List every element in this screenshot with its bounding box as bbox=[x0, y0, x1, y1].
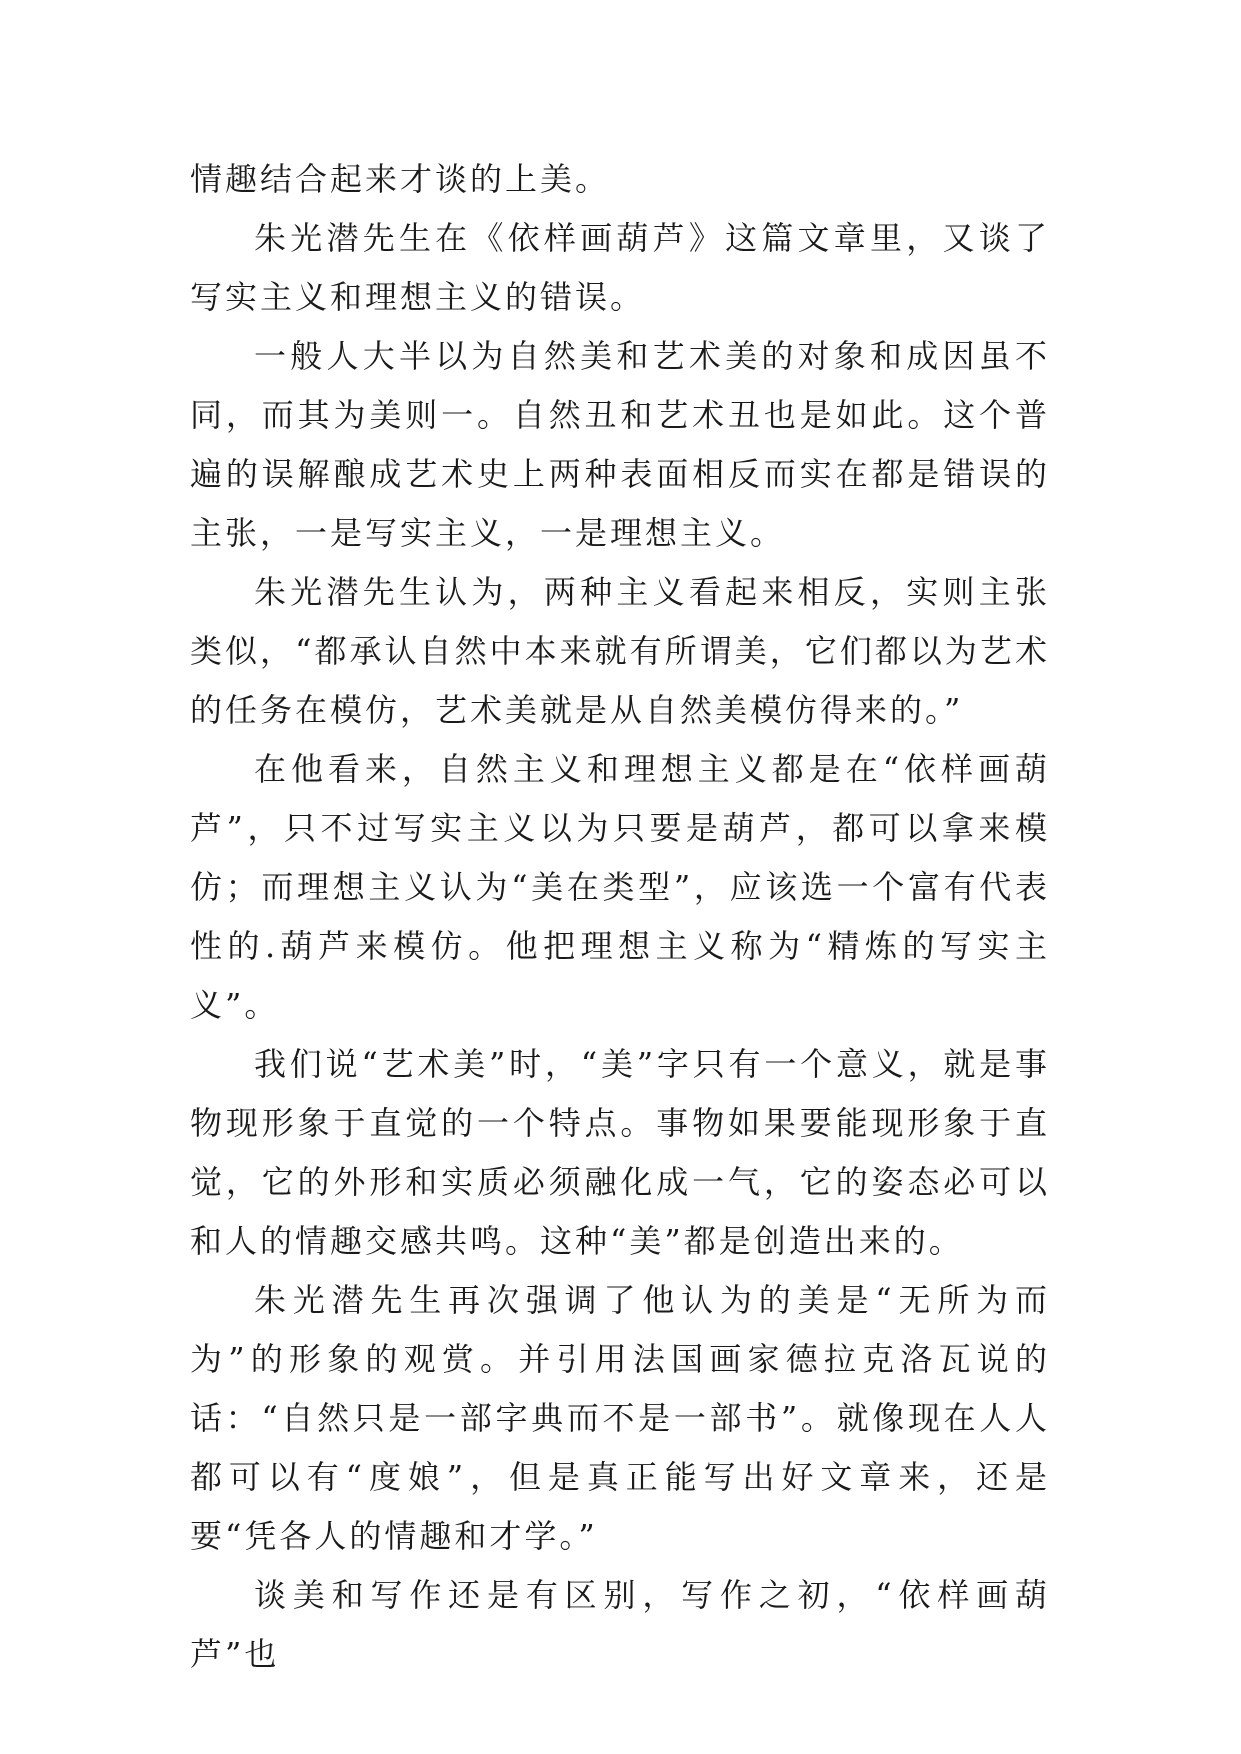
paragraph-continued: 情趣结合起来才谈的上美。 bbox=[190, 160, 611, 198]
paragraph: 朱光潜先生在《依样画葫芦》这篇文章里，又谈了写实主义和理想主义的错误。 bbox=[190, 219, 1050, 316]
paragraph: 朱光潜先生再次强调了他认为的美是“无所为而为”的形象的观赏。并引用法国画家德拉克洛瓦说的话：“自然只是一部字典而不是一部书”。就像现在人人都可以有“度娘”，但是真正能写出好文章来，还是要“凭各人的情趣和才学。” bbox=[190, 1281, 1050, 1555]
document-body bbox=[190, 150, 1050, 1684]
paragraph: 我们说“艺术美”时，“美”字只有一个意义，就是事物现形象于直觉的一个特点。事物如果要能现形象于直觉，它的外形和实质必须融化成一气，它的姿态必可以和人的情趣交感共鸣。这种“美”都是创造出来的。 bbox=[190, 1045, 1050, 1260]
paragraph: 在他看来，自然主义和理想主义都是在“依样画葫芦”，只不过写实主义以为只要是葫芦，都可以拿来模仿；而理想主义认为“美在类型”，应该选一个富有代表性的.葫芦来模仿。他把理想主义称为“精炼的写实主义”。 bbox=[190, 750, 1050, 1024]
paragraph: 一般人大半以为自然美和艺术美的对象和成因虽不同，而其为美则一。自然丑和艺术丑也是如此。这个普遍的误解酿成艺术史上两种表面相反而实在都是错误的主张，一是写实主义，一是理想主义。 bbox=[190, 337, 1050, 552]
paragraph: 朱光潜先生认为，两种主义看起来相反，实则主张类似，“都承认自然中本来就有所谓美，它们都以为艺术的任务在模仿，艺术美就是从自然美模仿得来的。” bbox=[190, 573, 1050, 729]
paragraph: 谈美和写作还是有区别，写作之初，“依样画葫芦”也 bbox=[190, 1576, 1050, 1673]
